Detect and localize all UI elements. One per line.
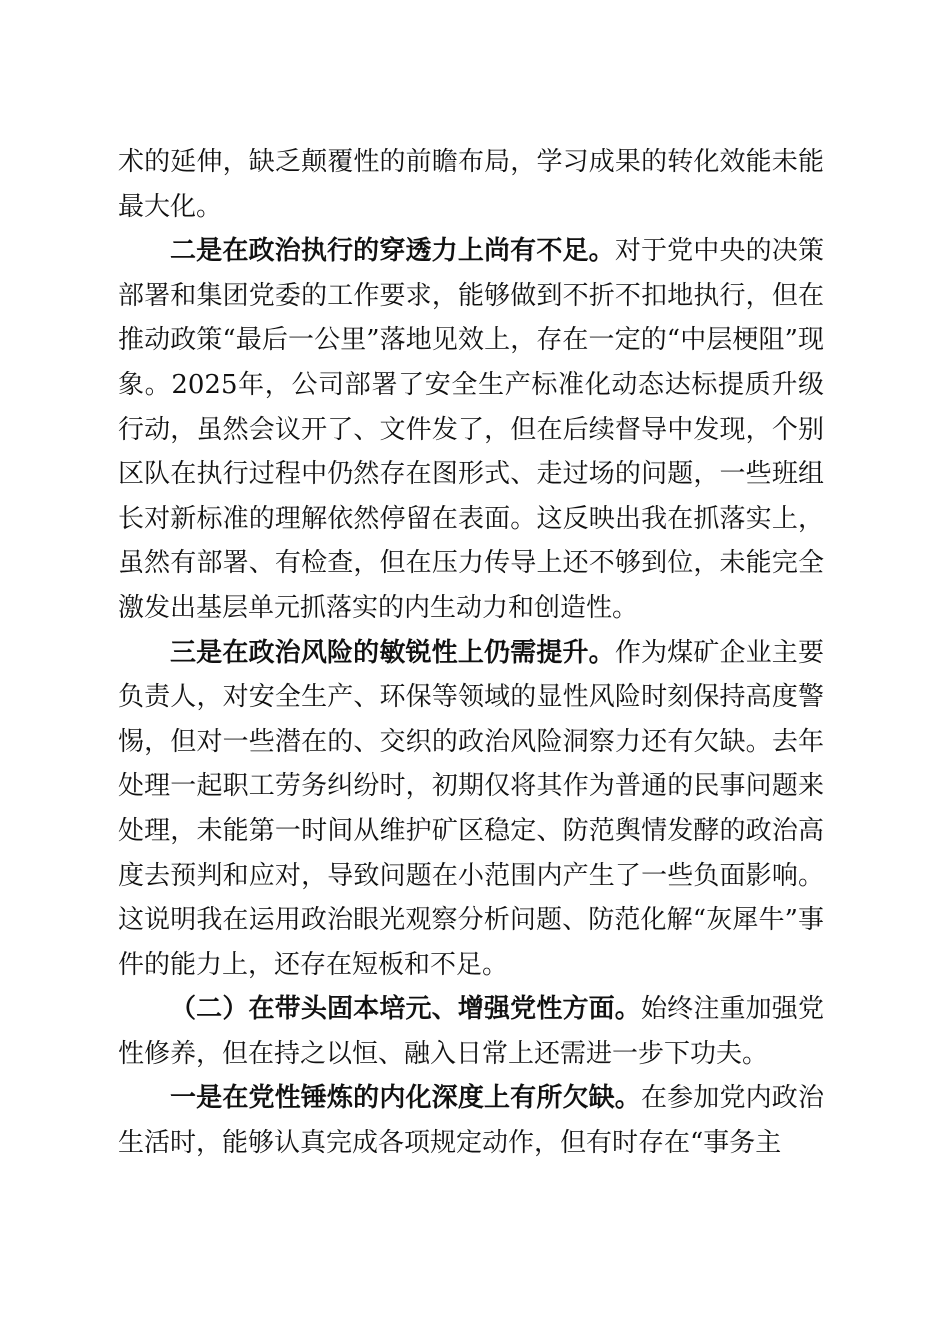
paragraph-text: 在参加党内政治生活时，能够认真完成各项规定动作，但有时存在“事务主 <box>118 1083 824 1159</box>
paragraph-continuation <box>118 140 824 229</box>
document-body <box>118 140 824 1166</box>
paragraph-heading: 三是在政治风险的敏锐性上仍需提升。 <box>170 637 615 668</box>
paragraph-text: 对于党中央的决策部署和集团党委的工作要求，能够做到不折不扣地执行，但在推动政策“最后一公里”落地见效上，存在一定的“中层梗阻”现象。2025年，公司部署了安全生产标准化动态达标提质升级行动，虽然会议开了、文件发了，但在后续督导中发现，个别区队在执行过程中仍然存在图形式、走过场的问题，一些班组长对新标准的理解依然停留在表面。这反映出我在抓落实上，虽然有部署、有检查，但在压力传导上还不够到位，未能完全激发出基层单元抓落实的内生动力和创造性。 <box>118 236 824 623</box>
paragraph-heading: 二是在政治执行的穿透力上尚有不足。 <box>170 236 615 267</box>
paragraph-political-risk <box>118 631 824 988</box>
paragraph-text: 术的延伸，缺乏颠覆性的前瞻布局，学习成果的转化效能未能最大化。 <box>118 147 824 222</box>
paragraph-party-spirit-depth <box>118 1076 824 1165</box>
paragraph-heading: 一是在党性锤炼的内化深度上有所欠缺。 <box>170 1083 641 1114</box>
paragraph-text: 作为煤矿企业主要负责人，对安全生产、环保等领域的显性风险时刻保持高度警惕，但对一些潜在的、交织的政治风险洞察力还有欠缺。去年处理一起职工劳务纠纷时，初期仅将其作为普通的民事问题来处理，未能第一时间从维护矿区稳定、防范舆情发酵的政治高度去预判和应对，导致问题在小范围内产生了一些负面影响。这说明我在运用政治眼光观察分析问题、防范化解“灰犀牛”事件的能力上，还存在短板和不足。 <box>118 637 824 980</box>
paragraph-political-execution <box>118 229 824 630</box>
section-heading: （二）在带头固本培元、增强党性方面。 <box>170 994 641 1025</box>
section-heading-party-spirit <box>118 987 824 1076</box>
paragraph-text: 始终注重加强党性修养，但在持之以恒、融入日常上还需进一步下功夫。 <box>118 994 824 1069</box>
